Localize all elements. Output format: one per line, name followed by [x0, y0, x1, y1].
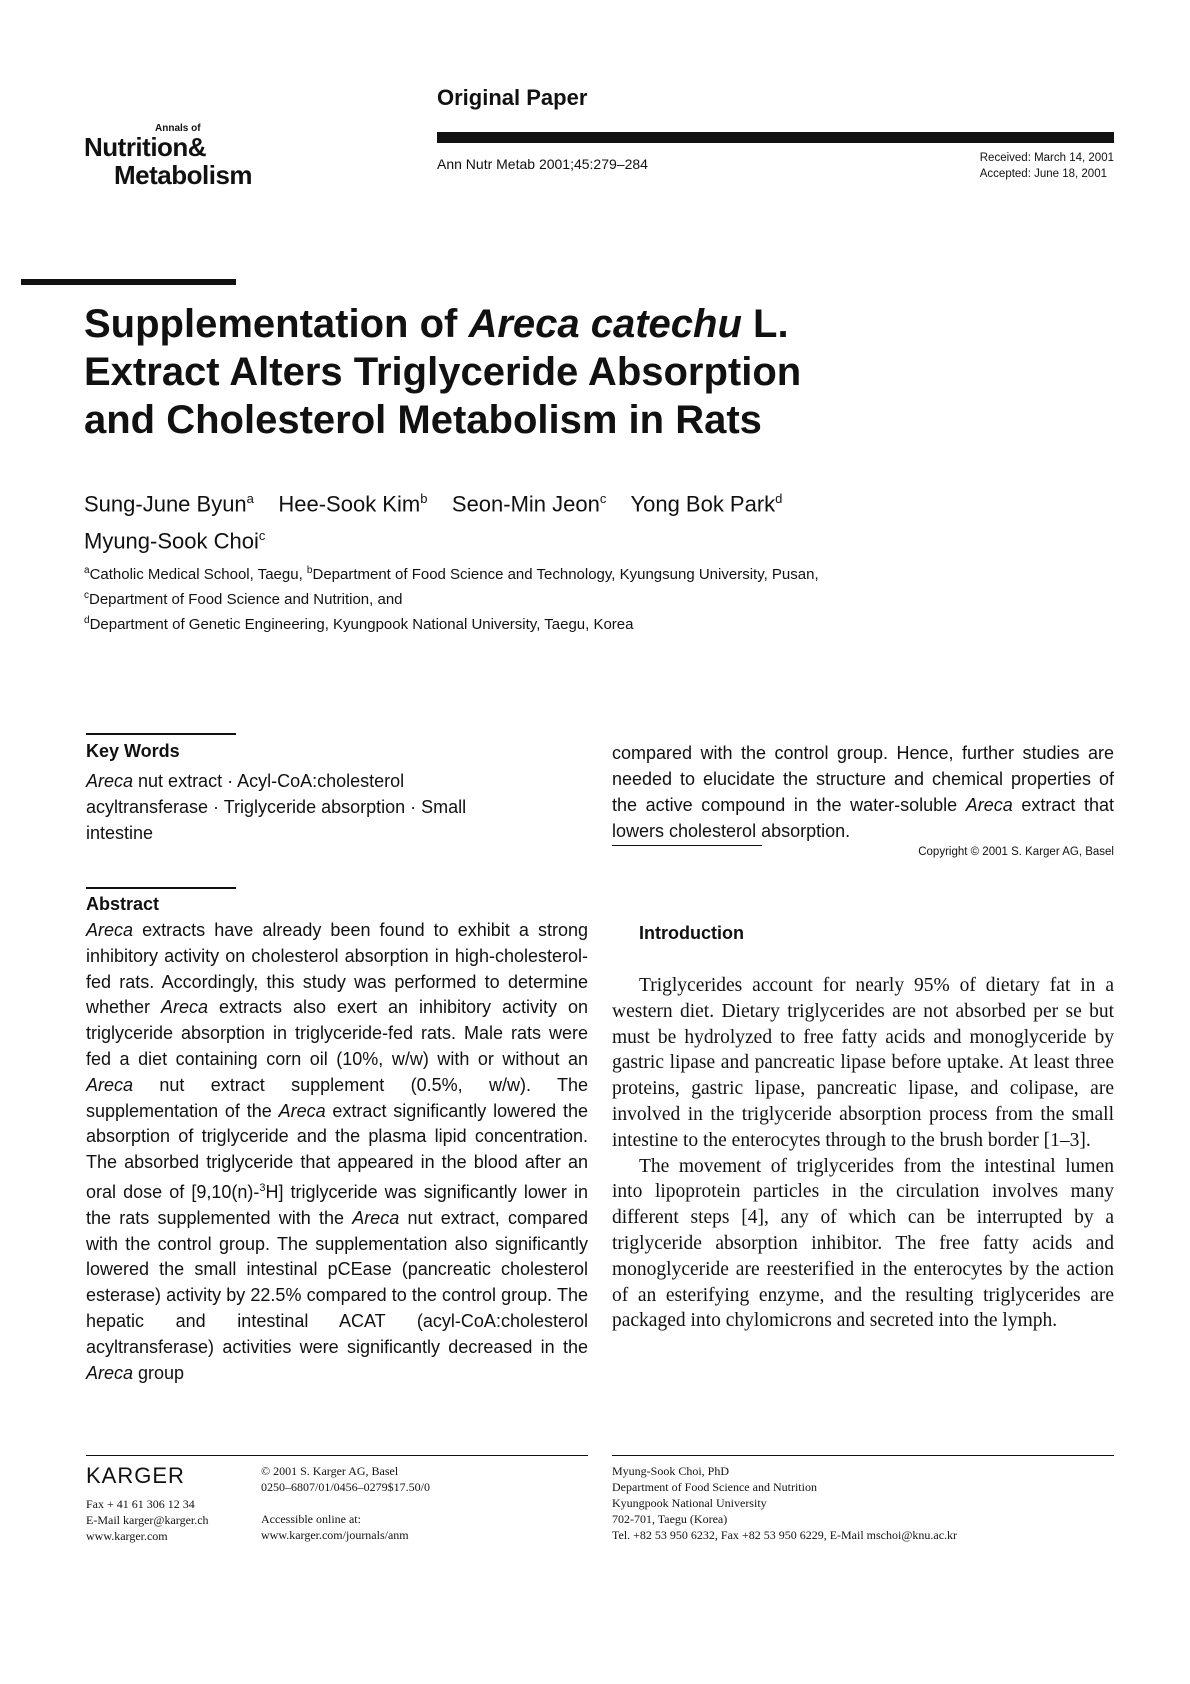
- affil-sup: b: [306, 565, 313, 576]
- abstract-body: [86, 918, 588, 1386]
- journal-logo-line2: Metabolism: [114, 160, 253, 190]
- title-line2: Extract Alters Triglyceride Absorption: [84, 350, 802, 394]
- publisher-contact: [86, 1496, 209, 1544]
- title-line1-start: Supplementation of: [84, 302, 469, 346]
- isotope-sup: 3: [259, 1181, 266, 1194]
- paper-title: [84, 300, 1084, 444]
- abstract-text: extract that lowers cholesterol absorption.: [612, 795, 1114, 841]
- paper-type: Original Paper: [437, 85, 588, 110]
- areca-italic: Areca: [86, 920, 134, 940]
- abstract-text: extracts have already been found to exhibit a strong inhibitory activity on cholesterol absorption in high-cholesterol-fed rats. Accordingly, this study was performed to determine whether: [86, 920, 588, 1018]
- corr-dept: Department of Food Science and Nutrition: [612, 1480, 817, 1494]
- footer-rule-left: [86, 1455, 588, 1456]
- author-sup: b: [420, 491, 428, 506]
- affil-sup: c: [84, 590, 89, 601]
- author-sup: a: [246, 491, 254, 506]
- copyright-info: [261, 1463, 430, 1543]
- keyword-line2: acyltransferase · Triglyceride absorption · Small: [86, 797, 467, 817]
- abstract-text: group: [133, 1362, 185, 1383]
- abstract-text: compared with the control group. Hence, further studies are needed to elucidate the structure and chemical properties of the active compound in the water-soluble: [612, 743, 1114, 815]
- abstract-text: H] triglyceride was significantly lower in the rats supplemented with the: [86, 1181, 588, 1228]
- areca-italic: Areca: [86, 1362, 134, 1383]
- intro-paragraph-2: The movement of triglycerides from the intestinal lumen into lipoprotein particles in the circulation involves many different steps [4], any of which can be interrupted by a triglyceride absorption inhibitor. The free fatty acids and monoglyceride are reesterified in the enterocytes by the action of an esterifying enzyme, and the resulting triglycerides are packaged into chylomicrons and secreted into the lymph.: [612, 1155, 1114, 1332]
- areca-italic: Areca: [965, 795, 1013, 815]
- author-name: Yong Bok Park: [630, 491, 776, 517]
- affil-b: Department of Food Science and Technology, Kyungsung University, Pusan,: [312, 566, 819, 583]
- affil-a: Catholic Medical School, Taegu,: [89, 566, 307, 583]
- keyword-line1: nut extract · Acyl-CoA:cholesterol: [133, 771, 405, 791]
- author-list: [84, 483, 1044, 558]
- introduction-heading: Introduction: [639, 923, 744, 943]
- accepted-date: Accepted: June 18, 2001: [979, 168, 1107, 180]
- affil-c: Department of Food Science and Nutrition, and: [89, 591, 403, 608]
- affiliations: [84, 560, 1084, 635]
- correspondence: [612, 1463, 957, 1543]
- abstract-text: extract significantly lowered the absorption of triglyceride and the plasma lipid concentration. The absorbed triglyceride that appeared in the blood after an oral dose of [9,10(n)-: [86, 1100, 588, 1202]
- keywords-list: [86, 768, 596, 846]
- title-species: Areca catechu: [468, 302, 742, 346]
- title-rule: [21, 279, 236, 285]
- abstract-heading: Abstract: [86, 894, 160, 914]
- affil-sup: a: [84, 565, 90, 576]
- journal-logo-line1: Nutrition&: [84, 132, 207, 162]
- issn-code: 0250–6807/01/0456–0279$17.50/0: [261, 1480, 431, 1494]
- header-bar: [437, 132, 1114, 143]
- areca-italic: Areca: [86, 1074, 134, 1095]
- author-name: Myung-Sook Choi: [84, 528, 259, 554]
- areca-italic: Areca: [161, 997, 209, 1018]
- author-sup: c: [599, 491, 607, 506]
- author-name: Hee-Sook Kim: [278, 491, 421, 517]
- publisher-logo: KARGER: [86, 1463, 185, 1488]
- corr-contact: Tel. +82 53 950 6232, Fax +82 53 950 6229, E-Mail mschoi@knu.ac.kr: [612, 1528, 958, 1542]
- publisher-fax: Fax + 41 61 306 12 34: [86, 1497, 195, 1511]
- keyword-italic: Areca: [86, 771, 134, 791]
- abstract-text: nut extract, compared with the control group. The supplementation also significantly lowered the small intestinal pCEase (pancreatic cholesterol esterase) activity by 22.5% compared to the control group. The hepatic and intestinal ACAT (acyl-CoA:cholesterol acyltransferase) activities were significantly decreased in the: [86, 1207, 588, 1357]
- affil-d: Department of Genetic Engineering, Kyungpook National University, Taegu, Korea: [89, 616, 634, 633]
- areca-italic: Areca: [278, 1100, 326, 1121]
- citation: Ann Nutr Metab 2001;45:279–284: [437, 156, 648, 172]
- abstract-continued: [612, 740, 1114, 844]
- abstract-end-rule: [612, 845, 762, 846]
- title-line1-end: L.: [741, 302, 789, 346]
- areca-italic: Areca: [352, 1207, 400, 1228]
- author-sup: d: [775, 491, 783, 506]
- keyword-line3: intestine: [86, 823, 154, 843]
- dates: [980, 150, 1114, 182]
- online-label: Accessible online at:: [261, 1512, 361, 1526]
- affil-sup: d: [84, 615, 90, 626]
- online-url[interactable]: www.karger.com/journals/anm: [261, 1528, 409, 1542]
- journal-logo-subtitle: Annals of: [155, 123, 201, 134]
- footer-rule-right: [612, 1455, 1114, 1456]
- author-name: Seon-Min Jeon: [451, 491, 600, 517]
- abstract-rule: [86, 887, 236, 889]
- keywords-heading: Key Words: [86, 741, 180, 761]
- copyright-line: © 2001 S. Karger AG, Basel: [261, 1464, 399, 1478]
- abstract-text: nut extract supplement (0.5%, w/w). The supplementation of the: [86, 1074, 588, 1121]
- introduction-body: [612, 973, 1114, 1334]
- corr-address: 702-701, Taegu (Korea): [612, 1512, 728, 1526]
- title-line3: and Cholesterol Metabolism in Rats: [84, 398, 762, 442]
- abstract-text: extracts also exert an inhibitory activity on triglyceride absorption in triglyceride-fed rats. Male rats were fed a diet containing corn oil (10%, w/w) with or without an: [86, 997, 588, 1069]
- intro-paragraph-1: Triglycerides account for nearly 95% of dietary fat in a western diet. Dietary triglycerides are not absorbed per se but must be hydrolyzed to free fatty acids and monoglyceride by gastric lipase and pancreatic lipase before uptake. At least three proteins, gastric lipase, pancreatic lipase, and colipase, are involved in the triglyceride absorption process from the small intestine to the enterocytes through to the brush border [1–3].: [612, 975, 1114, 1151]
- publisher-web[interactable]: www.karger.com: [86, 1529, 168, 1543]
- copyright-notice: Copyright © 2001 S. Karger AG, Basel: [918, 846, 1114, 858]
- author-name: Sung-June Byun: [84, 491, 247, 517]
- author-sup: c: [258, 528, 266, 544]
- corr-univ: Kyungpook National University: [612, 1496, 767, 1510]
- received-date: Received: March 14, 2001: [979, 152, 1114, 164]
- keywords-rule: [86, 733, 236, 735]
- publisher-email[interactable]: E-Mail karger@karger.ch: [86, 1513, 209, 1527]
- corr-name: Myung-Sook Choi, PhD: [612, 1464, 730, 1478]
